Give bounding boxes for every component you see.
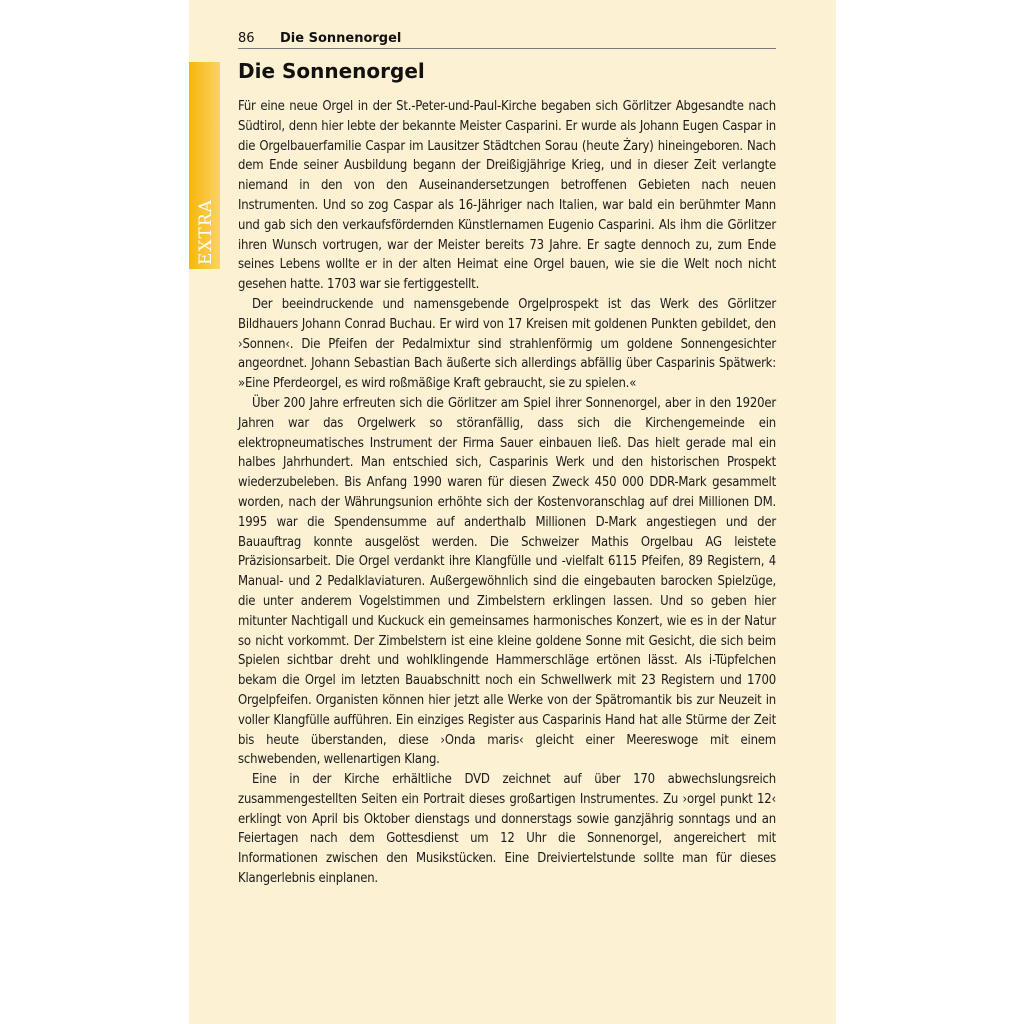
- paragraph: Eine in der Kirche erhältliche DVD zeichnet auf über 170 abwechslungsreich zusammengestellten Seiten ein Portrait dieses großartigen Instrumentes. Zu ›orgel punkt 12‹ erklingt von April bis Oktober dienstags und donnerstags sowie ganzjährig sonntags und an Feiertagen nach dem Gottesdienst um 12 Uhr die Sonnenorgel, angereichert mit Informationen zwischen den Musikstücken. Eine Dreiviertelstunde sollte man für dieses Klangerlebnis einplanen.: [238, 772, 776, 887]
- running-head: [238, 30, 776, 49]
- page-number: 86: [238, 31, 255, 46]
- extra-tab-label: EXTRA: [196, 199, 216, 265]
- paragraph: Der beeindruckende und namensgebende Orgelprospekt ist das Werk des Görlitzer Bildhauers Johann Conrad Buchau. Er wird von 17 Kreisen mit goldenen Punkten gebildet, den ›Sonnen‹. Die Pfeifen der Pedalmixtur sind strahlenförmig um goldene Sonnengesichter angeordnet. Johann Sebastian Bach äußerte sich allerdings abfällig über Casparinis Spätwerk: »Eine Pferdeorgel, es wird roßmäßige Kraft gebraucht, sie zu spielen.«: [238, 296, 776, 392]
- page-title: Die Sonnenorgel: [238, 59, 425, 83]
- body-text: [238, 97, 776, 889]
- running-head-section: Die Sonnenorgel: [280, 31, 402, 46]
- paragraph: Für eine neue Orgel in der St.-Peter-und-Paul-Kirche begaben sich Görlitzer Abgesandte nach Südtirol, denn hier lebte der bekannte Meister Casparini. Er wurde als Johann Eugen Caspar in die Orgelbauerfamilie Caspar im Lausitzer Städtchen Sorau (heute Żary) hineingeboren. Nach dem Ende seiner Ausbildung begann der Dreißigjährige Krieg, und in dieser Zeit verlangte niemand in den von den Auseinandersetzungen betroffenen Gebieten nach neuen Instrumenten. Und so zog Caspar als 16-Jähriger nach Italien, war bald ein berühmter Mann und gab sich den verkaufsfördernden Künstlernamen Eugenio Casparini. Als ihm die Görlitzer ihren Wunsch vortrugen, war der Meister bereits 73 Jahre. Er sagte dennoch zu, zum Ende seines Lebens wollte er in der alten Heimat eine Orgel bauen, wie sie die Welt noch nicht gesehen hatte. 1703 war sie fertiggestellt.: [238, 99, 776, 293]
- paragraph: Über 200 Jahre erfreuten sich die Görlitzer am Spiel ihrer Sonnenorgel, aber in den 1920er Jahren war das Orgelwerk so störanfällig, dass sich die Kirchengemeinde ein elektropneumatisches Instrument der Firma Sauer einbauen ließ. Das hielt gerade mal ein halbes Jahrhundert. Man entschied sich, Casparinis Werk und den historischen Prospekt wiederzubeleben. Bis Anfang 1990 waren für diesen Zweck 450 000 DDR-Mark gesammelt worden, nach der Währungsunion erhöhte sich der Kostenvoranschlag auf drei Millionen DM. 1995 war die Spendensumme auf anderthalb Millionen D-Mark angestiegen und der Bauauftrag konnte ausgelöst werden. Die Schweizer Mathis Orgelbau AG leistete Präzisionsarbeit. Die Orgel verdankt ihre Klangfülle und -vielfalt 6115 Pfeifen, 89 Registern, 4 Manual- und 2 Pedalklaviaturen. Außergewöhnlich sind die eingebauten barocken Spielzüge, die unter anderem Vogelstimmen und Zimbelstern erklingen lassen. Und so geben hier mitunter Nachtigall und Kuckuck ein gemeinsames harmonisches Konzert, wie es in der Natur so nicht vorkommt. Der Zimbelstern ist eine kleine goldene Sonne mit Gesicht, die sich beim Spielen sichtbar dreht und wohlklingende Hammerschläge ertönen lässt. Als i-Tüpfelchen bekam die Orgel im letzten Bauabschnitt noch ein Schwellwerk mit 23 Registern und 1700 Orgelpfeifen. Organisten können hier jetzt alle Werke von der Spätromantik bis zur Neuzeit in voller Klangfülle aufführen. Ein einziges Register aus Casparinis Hand hat alle Stürme der Zeit bis heute überstanden, diese ›Onda maris‹ gleicht einer Meereswoge mit einem schwebenden, wellenartigen Klang.: [238, 395, 776, 768]
